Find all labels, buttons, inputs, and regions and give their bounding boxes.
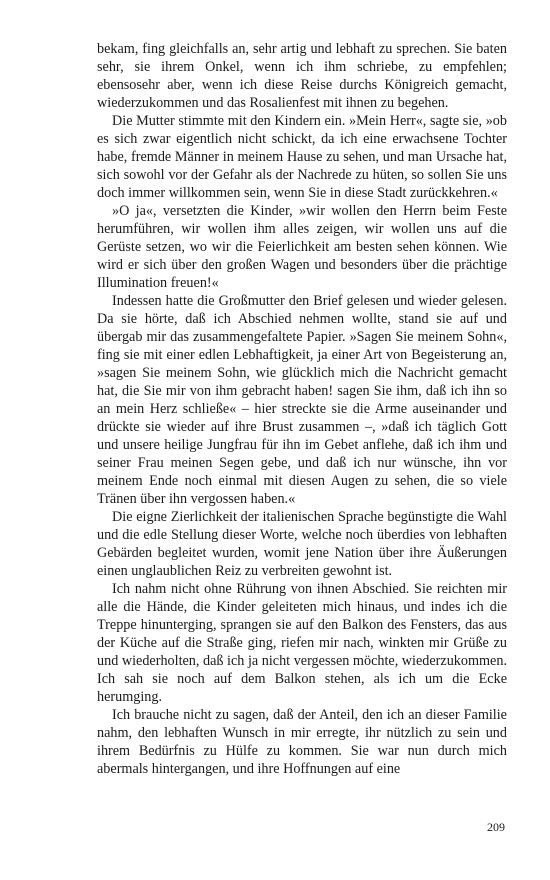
paragraph-4: Indessen hatte die Großmutter den Brief gelesen und wieder gelesen. Da sie hörte, daß ich Abschied nehmen wollte, stand sie auf und übergab mir das zusammengefaltete Papier. »Sagen Sie meinem Sohn«, fing sie mit einer edlen Lebhaftigkeit, ja einer Art von Begeisterung an, »sagen Sie meinem Sohn, wie glücklich mich die Nachricht gemacht hat, die Sie mir von ihm gebracht haben! sagen Sie ihm, daß ich ihn so an mein Herz schließe« – hier streckte sie die Arme auseinander und drückte sie wieder auf ihre Brust zusammen –, »daß ich täglich Gott und unsere heilige Jungfrau für ihn im Gebet anflehe, daß ich ihm und seiner Frau meinen Segen gebe, und daß ich nur wünsche, ihn vor meinem Ende noch einmal mit diesen Augen zu sehen, die so viele Tränen über ihn vergossen haben.« bbox=[97, 293, 507, 507]
paragraph-6: Ich nahm nicht ohne Rührung von ihnen Abschied. Sie reichten mir alle die Hände, die Kinder geleiteten mich hinaus, und indes ich die Treppe hinunterging, sprangen sie auf den Balkon des Fensters, das aus der Küche auf die Straße ging, riefen mir nach, winkten mir Grüße zu und wiederholten, daß ich ja nicht vergessen möchte, wiederzukommen. Ich sah sie noch auf dem Balkon stehen, als ich um die Ecke herumging. bbox=[97, 581, 507, 705]
paragraph-2: Die Mutter stimmte mit den Kindern ein. »Mein Herr«, sagte sie, »ob es sich zwar eigentlich nicht schickt, da ich eine erwachsene Tochter habe, fremde Männer in meinem Hause zu sehen, und man Ursache hat, sich sowohl vor der Gefahr als der Nachrede zu hüten, so sollen Sie uns doch immer willkommen sein, wenn Sie in diese Stadt zurückkehren.« bbox=[97, 113, 507, 201]
paragraph-3: »O ja«, versetzten die Kinder, »wir wollen den Herrn beim Feste herumführen, wir wollen ihm alles zeigen, wir wollen uns auf die Gerüste setzen, wo wir die Feierlichkeit am besten sehen können. Wie wird er sich über den großen Wagen und besonders über die prächtige Illumination freuen!« bbox=[97, 203, 507, 291]
paragraph-7: Ich brauche nicht zu sagen, daß der Anteil, den ich an dieser Familie nahm, den lebhaften Wunsch in mir erregte, ihr nützlich zu sein und ihrem Bedürfnis zu Hülfe zu kommen. Sie war nun durch mich abermals hintergangen, und ihre Hoffnungen auf eine bbox=[97, 707, 507, 777]
paragraph-1: bekam, fing gleichfalls an, sehr artig und lebhaft zu sprechen. Sie baten sehr, sie ihrem Onkel, wenn ich ihm schriebe, zu empfehlen; ebensosehr aber, wenn ich diese Reise durchs Königreich gemacht, wiederzukommen und das Rosalienfest mit ihnen zu begehen. bbox=[97, 41, 507, 111]
page-body bbox=[97, 40, 507, 778]
page-number: 209 bbox=[487, 820, 505, 834]
paragraph-5: Die eigne Zierlichkeit der italienischen Sprache begünstigte die Wahl und die edle Stellung dieser Worte, welche noch überdies von lebhaften Gebärden begleitet wurden, womit jene Nation über ihre Äußerungen einen unglaublichen Reiz zu verbreiten gewohnt ist. bbox=[97, 509, 507, 579]
